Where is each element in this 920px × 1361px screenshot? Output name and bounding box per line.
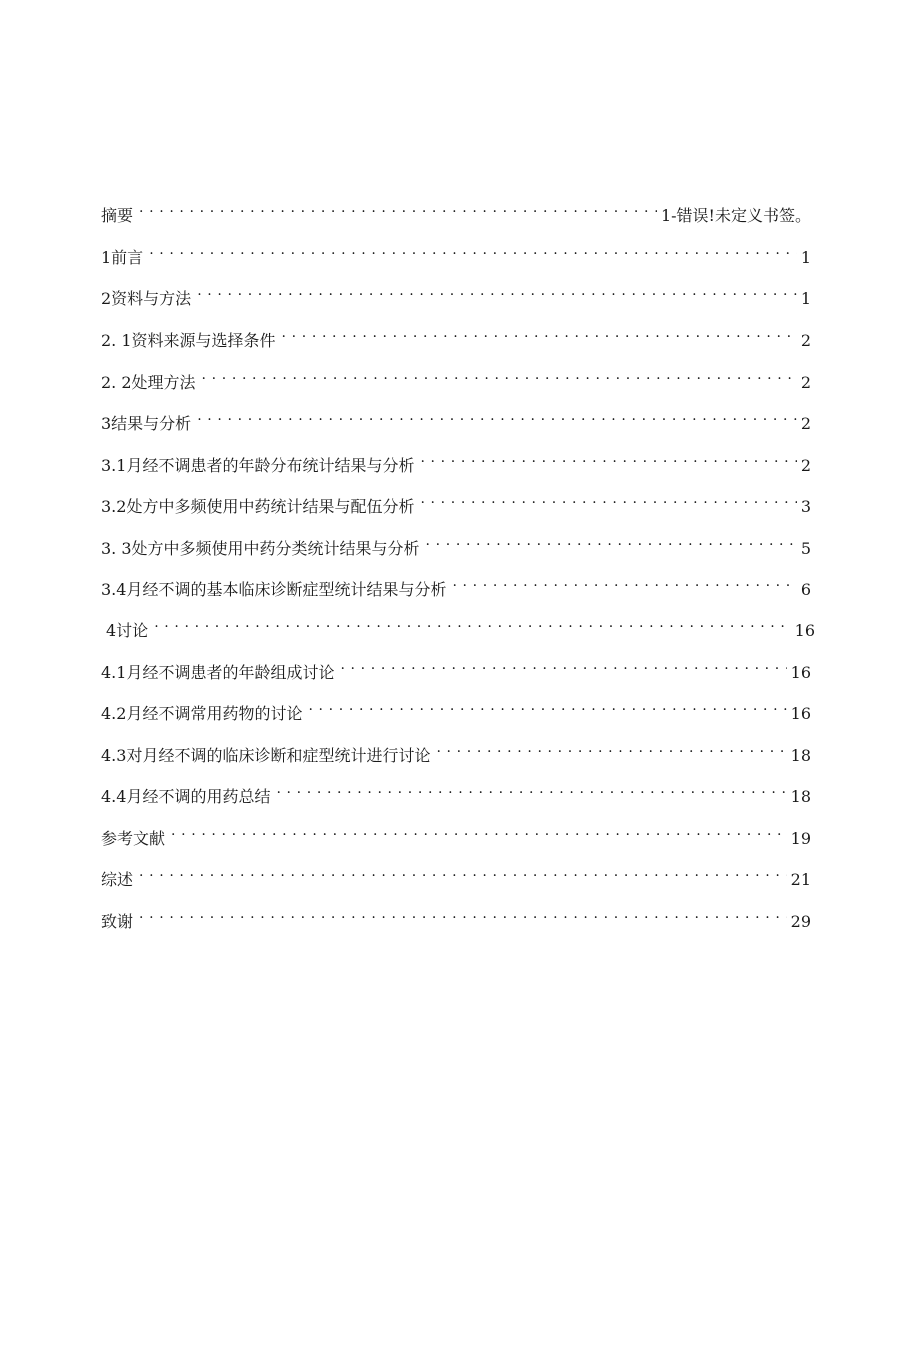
toc-entry-2-2[interactable] [101,362,811,392]
toc-entry-title: 4.3对月经不调的临床诊断和症型统计进行讨论 [101,746,431,765]
toc-entry-title: 2. 1资料来源与选择条件 [101,331,276,350]
toc-entry-page: 1 [800,289,811,308]
toc-entry-page: 2 [800,373,811,392]
toc-entry-title: 3结果与分析 [101,414,192,433]
toc-entry-2-1[interactable] [101,320,811,350]
toc-entry-title: 综述 [101,870,134,889]
toc-entry-discussion[interactable] [106,610,815,640]
toc-leader-dots [420,445,796,471]
toc-leader-dots [139,195,657,221]
toc-leader-dots [340,652,786,678]
toc-entry-acknowledgements[interactable] [101,901,811,931]
toc-leader-dots [426,528,797,554]
toc-entry-title: 4讨论 [106,621,149,640]
toc-leader-dots [139,859,787,885]
toc-entry-page: 2 [800,331,811,350]
toc-entry-results[interactable] [101,403,811,433]
toc-leader-dots [436,735,786,761]
toc-entry-page: 21 [790,870,811,889]
toc-leader-dots [197,403,797,429]
toc-entry-4-4[interactable] [101,776,811,806]
toc-leader-dots [139,901,787,927]
toc-entry-page: 3 [800,497,811,516]
toc-entry-page: 6 [800,580,811,599]
toc-entry-title: 1前言 [101,248,144,267]
toc-entry-title: 4.4月经不调的用药总结 [101,787,271,806]
toc-entry-title: 摘要 [101,206,134,225]
toc-entry-title: 致谢 [101,912,134,931]
toc-leader-dots [154,610,790,636]
toc-entry-page: 2 [800,456,811,475]
toc-entry-page: 16 [794,621,815,640]
toc-leader-dots [420,486,796,512]
toc-entry-title: 2. 2处理方法 [101,373,196,392]
toc-entry-page: 1-错误!未定义书签。 [660,206,811,225]
toc-entry-references[interactable] [101,818,811,848]
toc-leader-dots [202,362,797,388]
toc-entry-review[interactable] [101,859,811,889]
toc-leader-dots [197,278,797,304]
toc-entry-title: 4.1月经不调患者的年龄组成讨论 [101,663,335,682]
toc-entry-page: 5 [800,539,811,558]
toc-entry-page: 2 [800,414,811,433]
toc-leader-dots [308,693,786,719]
toc-entry-title: 3. 3处方中多频使用中药分类统计结果与分析 [101,539,420,558]
toc-entry-preface[interactable] [101,237,811,267]
toc-entry-title: 3.2处方中多频使用中药统计结果与配伍分析 [101,497,415,516]
toc-leader-dots [276,776,786,802]
toc-entry-4-1[interactable] [101,652,811,682]
toc-entry-page: 29 [790,912,811,931]
toc-entry-page: 18 [790,787,811,806]
toc-leader-dots [171,818,787,844]
toc-entry-materials-methods[interactable] [101,278,811,308]
toc-entry-title: 3.4月经不调的基本临床诊断症型统计结果与分析 [101,580,447,599]
toc-entry-page: 16 [790,704,811,723]
toc-entry-title: 2资料与方法 [101,289,192,308]
toc-entry-page: 1 [800,248,811,267]
toc-entry-title: 4.2月经不调常用药物的讨论 [101,704,303,723]
toc-leader-dots [452,569,796,595]
toc-entry-title: 参考文献 [101,829,166,848]
toc-entry-3-4[interactable] [101,569,811,599]
toc-entry-3-2[interactable] [101,486,811,516]
toc-entry-abstract[interactable] [101,195,811,225]
toc-leader-dots [149,237,797,263]
toc-leader-dots [282,320,797,346]
toc-entry-3-3[interactable] [101,528,811,558]
toc-entry-page: 19 [790,829,811,848]
toc-entry-title: 3.1月经不调患者的年龄分布统计结果与分析 [101,456,415,475]
toc-entry-page: 18 [790,746,811,765]
toc-entry-4-2[interactable] [101,693,811,723]
toc-entry-4-3[interactable] [101,735,811,765]
toc-entry-3-1[interactable] [101,445,811,475]
toc-entry-page: 16 [790,663,811,682]
